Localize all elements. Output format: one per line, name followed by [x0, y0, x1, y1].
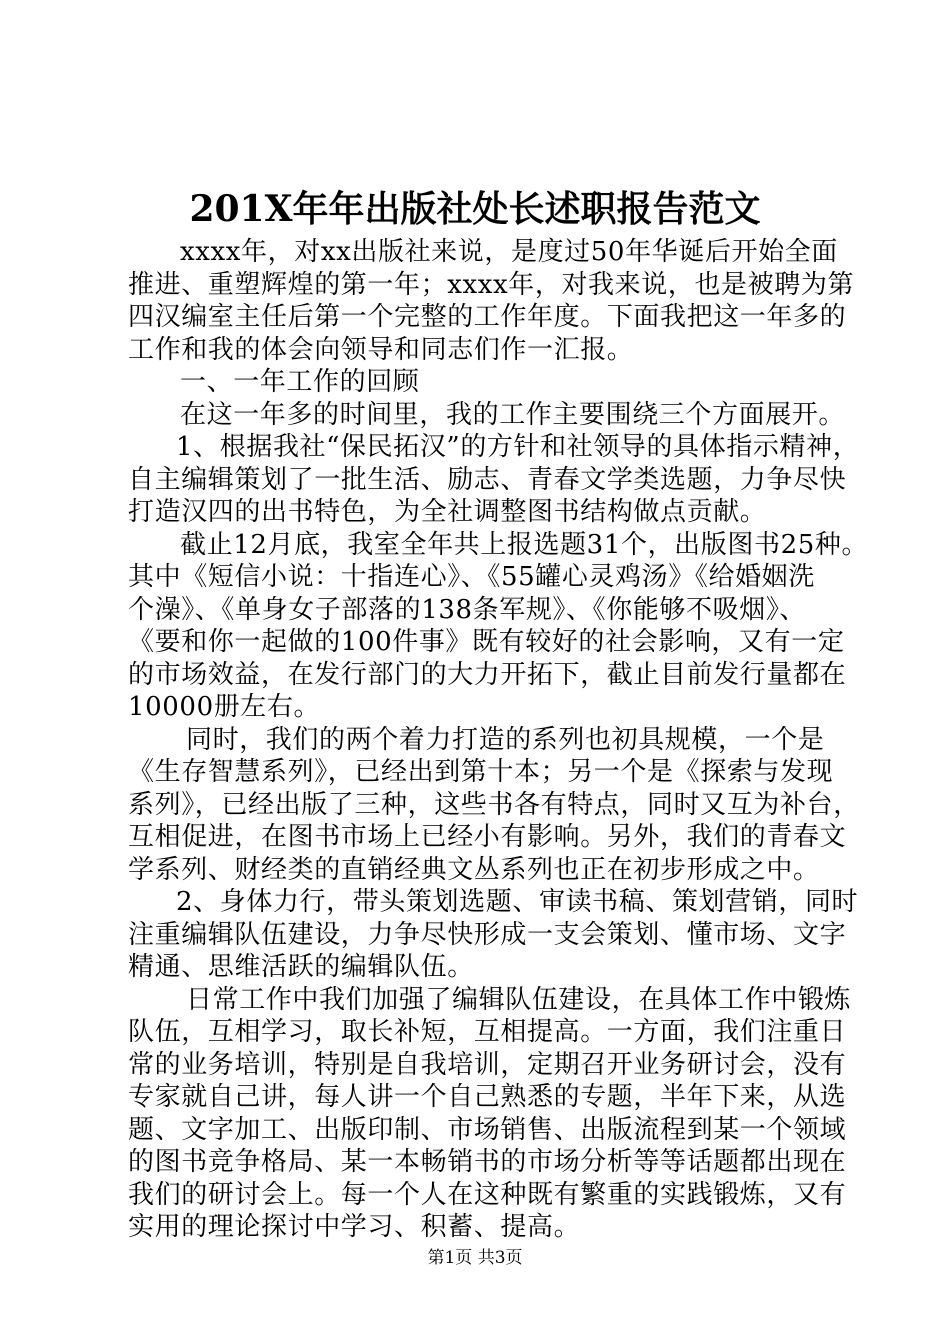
- paragraph-line: 同时，我们的两个着力打造的系列也初具规模，一个是: [186, 724, 825, 755]
- paragraph-line: 常的业务培训，特别是自我培训，定期召开业务研讨会，没有: [128, 1049, 847, 1080]
- paragraph-line: 学系列、财经类的直销经典文丛系列也正在初步形成之中。: [128, 854, 820, 885]
- paragraph-line: xxxx年，对xx出版社来说，是度过50年华诞后开始全面: [180, 237, 838, 267]
- document-title: 201X年年出版社处长述职报告范文: [189, 188, 761, 230]
- paragraph-line: 专家就自己讲，每人讲一个自己熟悉的专题，半年下来，从选: [128, 1082, 847, 1112]
- paragraph-line: 工作和我的体会向领导和同志们作一汇报。: [128, 334, 634, 365]
- paragraph-line: 10000册左右。: [128, 692, 321, 722]
- paragraph-line: 四汉编室主任后第一个完整的工作年度。下面我把这一年多的: [128, 302, 847, 332]
- page-footer: 第1页 共3页: [427, 1248, 523, 1268]
- paragraph-line: 推进、重塑辉煌的第一年；xxxx年，对我来说，也是被聘为第: [128, 269, 855, 300]
- paragraph-line: 个澡》、《单身女子部落的138条军规》、《你能够不吸烟》、: [128, 594, 807, 625]
- paragraph-line: 日常工作中我们加强了编辑队伍建设，在具体工作中锻炼: [186, 984, 852, 1015]
- paragraph-line: 1、根据我社“保民拓汉”的方针和社领导的具体指示精神，: [176, 432, 860, 462]
- paragraph-line: 队伍，互相学习，取长补短，互相提高。一方面，我们注重日: [128, 1017, 847, 1047]
- paragraph-line: 打造汉四的出书特色，为全社调整图书结构做点贡献。: [128, 497, 767, 527]
- paragraph-line: 其中《短信小说：十指连心》、《55罐心灵鸡汤》《给婚姻洗: [128, 562, 815, 592]
- paragraph-line: 的图书竞争格局、某一本畅销书的市场分析等等话题都出现在: [128, 1147, 847, 1177]
- paragraph-line: 截止12月底，我室全年共上报选题31个，出版图书25种。: [180, 529, 869, 560]
- paragraph-line: 注重编辑队伍建设，力争尽快形成一支会策划、懂市场、文字: [128, 919, 847, 950]
- paragraph-line: 《生存智慧系列》，已经出到第十本；另一个是《探索与发现: [128, 757, 834, 787]
- paragraph-line: 2、身体力行，带头策划选题、审读书稿、策划营销，同时: [176, 887, 859, 917]
- paragraph-line: 题、文字加工、出版印制、市场销售、出版流程到某一个领域: [128, 1114, 847, 1145]
- paragraph-line: 系列》，已经出版了三种，这些书各有特点，同时又互为补台，: [128, 789, 860, 820]
- paragraph-line: 在这一年多的时间里，我的工作主要围绕三个方面展开。: [180, 399, 846, 430]
- paragraph-line: 《要和你一起做的100件事》既有较好的社会影响，又有一定: [128, 627, 845, 657]
- paragraph-line: 我们的研讨会上。每一个人在这种既有繁重的实践锻炼，又有: [128, 1179, 847, 1210]
- document-body: [128, 236, 869, 1244]
- paragraph-line: 的市场效益，在发行部门的大力开拓下，截止目前发行量都在: [128, 659, 847, 690]
- paragraph-line: 实用的理论探讨中学习、积蓄、提高。: [128, 1212, 581, 1242]
- paragraph-line: 互相促进，在图书市场上已经小有影响。另外，我们的青春文: [128, 822, 847, 852]
- section-heading: 一、一年工作的回顾: [180, 367, 420, 397]
- paragraph-line: 自主编辑策划了一批生活、励志、青春文学类选题，力争尽快: [128, 464, 847, 495]
- paragraph-line: 精通、思维活跃的编辑队伍。: [128, 952, 474, 982]
